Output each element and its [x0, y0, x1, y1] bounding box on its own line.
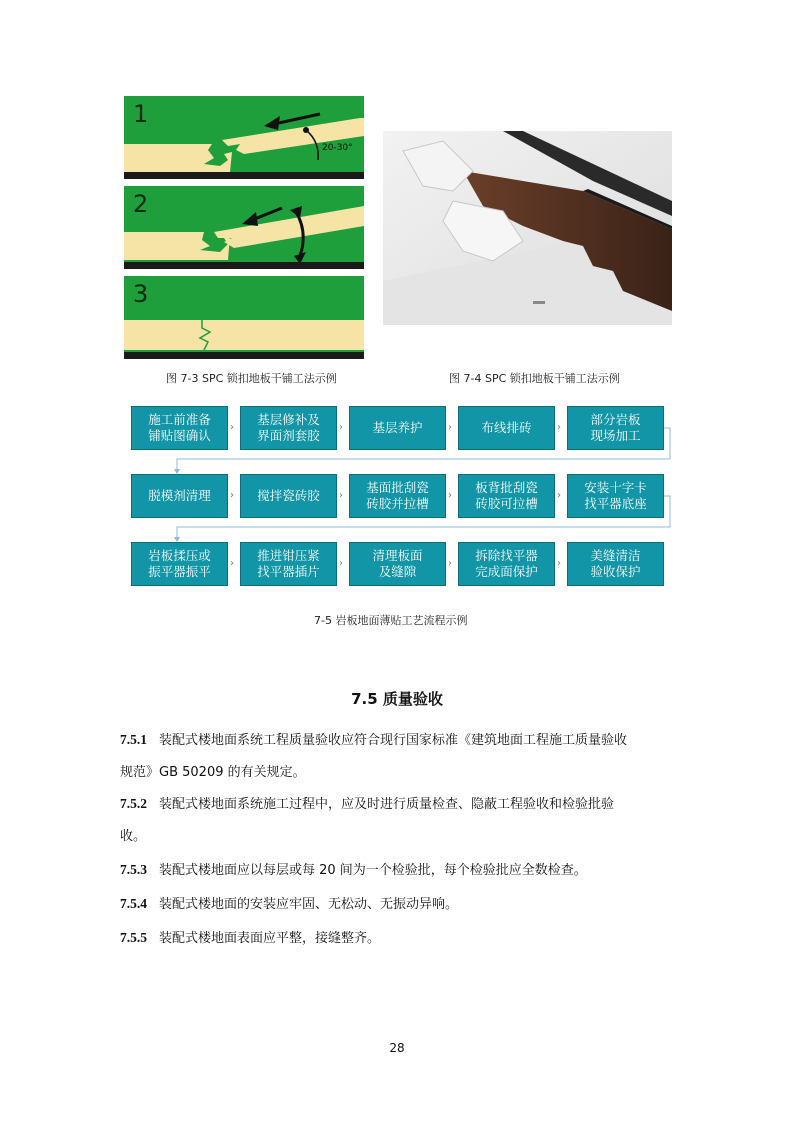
click-lock-step-3-illustration [124, 276, 364, 359]
flow-step-2-5: 安装十字卡 找平器底座 [567, 474, 664, 518]
step-number: 1 [133, 100, 149, 128]
arrow-right-icon: › [557, 422, 561, 433]
arrow-right-icon: › [339, 558, 343, 569]
step-number: 2 [133, 190, 149, 218]
click-lock-step-1-illustration [124, 96, 364, 179]
flow-step-3-3: 清理板面 及缝隙 [349, 542, 446, 586]
arrow-right-icon: › [339, 422, 343, 433]
step-number: 3 [133, 280, 149, 308]
arrow-right-icon: › [448, 558, 452, 569]
arrow-right-icon: › [448, 422, 452, 433]
flow-step-3-2: 推进钳压紧 找平器插片 [240, 542, 337, 586]
installation-photo-illustration [383, 131, 672, 325]
clause-7-5-3: 7.5.3 装配式楼地面应以每层或每 20 间为一个检验批，每个检验批应全数检查。 [120, 862, 587, 878]
flow-step-2-1: 脱模剂清理 [131, 474, 228, 518]
flow-step-1-1: 施工前准备 铺贴图确认 [131, 406, 228, 450]
clause-7-5-1: 7.5.1 装配式楼地面系统工程质量验收应符合现行国家标准《建筑地面工程施工质量验收 规范》GB 50209 的有关规定。 [120, 732, 628, 780]
figure-7-5-caption: 7-5 岩板地面薄贴工艺流程示例 [314, 614, 468, 627]
step-panel-3 [124, 276, 364, 359]
arrow-right-icon: › [230, 558, 234, 569]
flow-step-3-4: 拆除找平器 完成面保护 [458, 542, 555, 586]
flow-step-3-5: 美缝清洁 验收保护 [567, 542, 664, 586]
flow-step-1-5: 部分岩板 现场加工 [567, 406, 664, 450]
arrow-right-icon: › [448, 490, 452, 501]
flow-step-1-4: 布线排砖 [458, 406, 555, 450]
section-title: 7.5 质量验收 [351, 690, 443, 708]
angle-label: 20-30° [322, 143, 353, 153]
clause-7-5-5: 7.5.5 装配式楼地面表面应平整，接缝整齐。 [120, 930, 381, 946]
flow-step-3-1: 岩板揉压或 振平器振平 [131, 542, 228, 586]
arrow-right-icon: › [230, 422, 234, 433]
figure-7-3-caption: 图 7-3 SPC 锁扣地板干铺工法示例 [166, 372, 337, 385]
flow-step-2-3: 基面批刮瓷 砖胶并拉槽 [349, 474, 446, 518]
arrow-right-icon: › [557, 490, 561, 501]
arrow-right-icon: › [230, 490, 234, 501]
arrow-right-icon: › [557, 558, 561, 569]
flow-step-1-3: 基层养护 [349, 406, 446, 450]
flow-step-2-2: 搅拌瓷砖胶 [240, 474, 337, 518]
flow-step-2-4: 板背批刮瓷 砖胶可拉槽 [458, 474, 555, 518]
installation-photo [383, 131, 672, 325]
clause-7-5-2: 7.5.2 装配式楼地面系统施工过程中，应及时进行质量检查、隐蔽工程验收和检验批验 收。 [120, 796, 615, 844]
figure-7-4-caption: 图 7-4 SPC 锁扣地板干铺工法示例 [449, 372, 620, 385]
step-panel-2 [124, 186, 364, 269]
click-lock-step-2-illustration [124, 186, 364, 269]
arrow-right-icon: › [339, 490, 343, 501]
step-panel-1 [124, 96, 364, 179]
clause-7-5-4: 7.5.4 装配式楼地面的安装应牢固、无松动、无振动异响。 [120, 896, 459, 912]
flow-step-1-2: 基层修补及 界面剂套胶 [240, 406, 337, 450]
page-number: 28 [389, 1041, 405, 1055]
